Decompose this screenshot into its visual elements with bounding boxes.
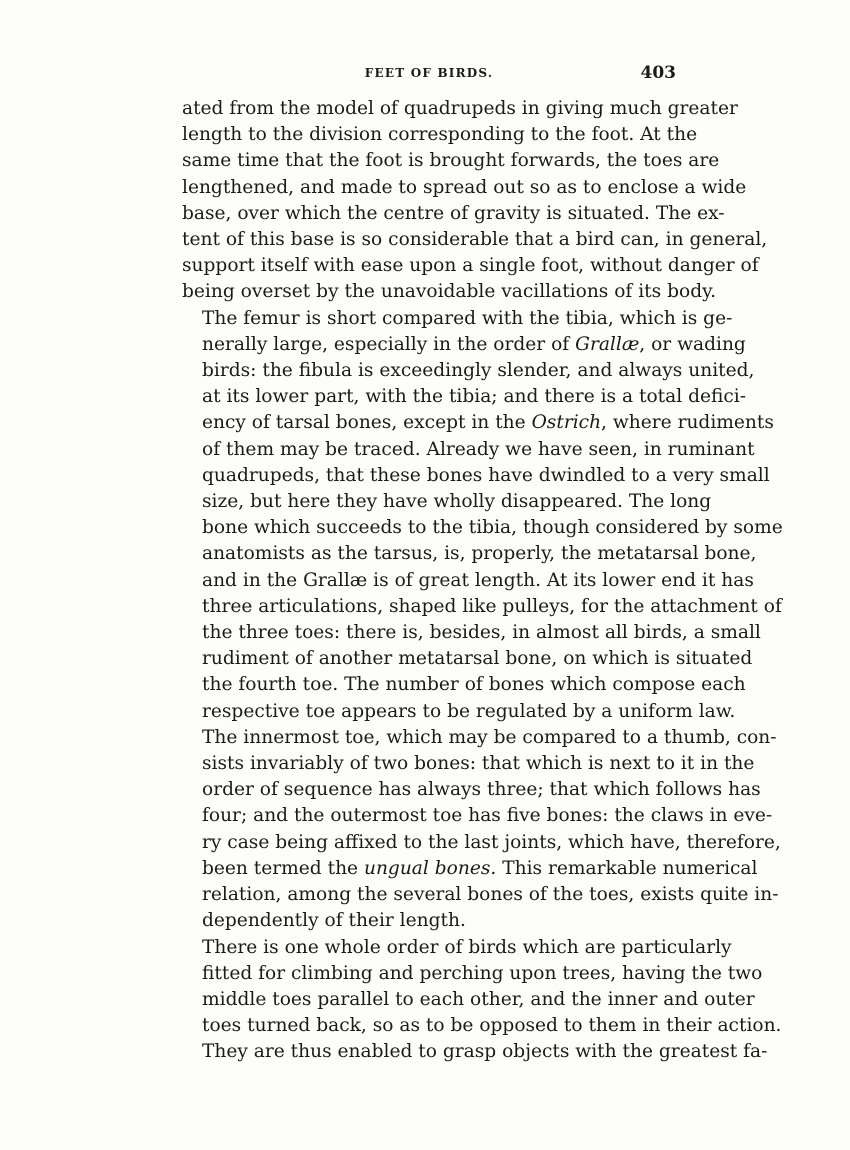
text-line: the three toes: there is, besides, in almost all birds, a small [202, 622, 761, 644]
text-line: four; and the outermost toe has five bones: the claws in eve- [202, 805, 773, 827]
text-line: length to the division corresponding to the foot. At the [182, 124, 698, 146]
text-line: the fourth toe. The number of bones which compose each [202, 674, 746, 696]
text-line: respective toe appears to be regulated by a uniform law. [202, 700, 736, 722]
text-line: base, over which the centre of gravity is situated. The ex- [182, 202, 725, 224]
text-line: rudiment of another metatarsal bone, on which is situated [202, 648, 753, 670]
paragraph-2 [182, 306, 783, 935]
text-line: being overset by the unavoidable vacillations of its body. [182, 281, 717, 303]
body-text [182, 96, 783, 1066]
text-line: quadrupeds, that these bones have dwindled to a very small [202, 464, 770, 486]
text-line: They are thus enabled to grasp objects with the greatest fa- [202, 1041, 768, 1063]
text-line: ry case being affixed to the last joints, which have, therefore, [202, 831, 781, 853]
text-line: There is one whole order of birds which are particularly [202, 936, 732, 958]
text-line: lengthened, and made to spread out so as to enclose a wide [182, 176, 747, 198]
text-segment: This remarkable numerical [496, 857, 758, 879]
text-line: birds: the fibula is exceedingly slender, and always united, [202, 360, 755, 382]
text-line: and in the Grallæ is of great length. At its lower end it has [202, 569, 754, 591]
text-line: bone which succeeds to the tibia, though considered by some [202, 517, 783, 539]
running-head [182, 63, 676, 85]
text-line [182, 856, 758, 882]
italic-term: Ostrich [531, 412, 602, 434]
paragraph-3 [182, 935, 782, 1066]
text-segment: , or wading [639, 333, 746, 355]
text-line: at its lower part, with the tibia; and there is a total defici- [202, 386, 747, 408]
text-line: relation, among the several bones of the toes, exists quite in- [202, 884, 779, 906]
text-line: anatomists as the tarsus, is, properly, the metatarsal bone, [202, 543, 757, 565]
text-line: middle toes parallel to each other, and the inner and outer [202, 988, 755, 1010]
italic-term: ungual bones. [363, 857, 497, 879]
text-segment: nerally large, especially in the order of [202, 333, 576, 355]
text-line: tent of this base is so considerable that a bird can, in general, [182, 229, 768, 251]
running-title: FEET OF BIRDS. [364, 66, 494, 80]
text-line: order of sequence has always three; that which follows has [202, 779, 761, 801]
italic-term: Grallæ [575, 333, 640, 355]
text-line: ated from the model of quadrupeds in giving much greater [182, 98, 738, 119]
text-segment: ency of tarsal bones, except in the [202, 412, 532, 434]
text-line: fitted for climbing and perching upon trees, having the two [202, 962, 763, 984]
text-line: of them may be traced. Already we have seen, in ruminant [202, 438, 755, 460]
text-line [182, 410, 774, 436]
text-line: same time that the foot is brought forwards, the toes are [182, 150, 720, 172]
text-line: The innermost toe, which may be compared to a thumb, con- [202, 726, 777, 748]
text-line: dependently of their length. [202, 910, 466, 932]
text-line: size, but here they have wholly disappeared. The long [202, 491, 712, 513]
text-line: toes turned back, so as to be opposed to them in their action. [202, 1015, 782, 1037]
page-number: 403 [640, 63, 676, 83]
text-line: three articulations, shaped like pulleys, for the attachment of [202, 595, 782, 617]
paragraph-1 [182, 96, 768, 306]
text-line: The femur is short compared with the tibia, which is ge- [202, 307, 733, 329]
text-line: support itself with ease upon a single foot, without danger of [182, 255, 759, 277]
text-segment: been termed the [202, 857, 364, 879]
text-line: sists invariably of two bones: that which is next to it in the [202, 753, 755, 775]
text-segment: , where rudiments [601, 412, 774, 434]
text-line [182, 332, 746, 358]
